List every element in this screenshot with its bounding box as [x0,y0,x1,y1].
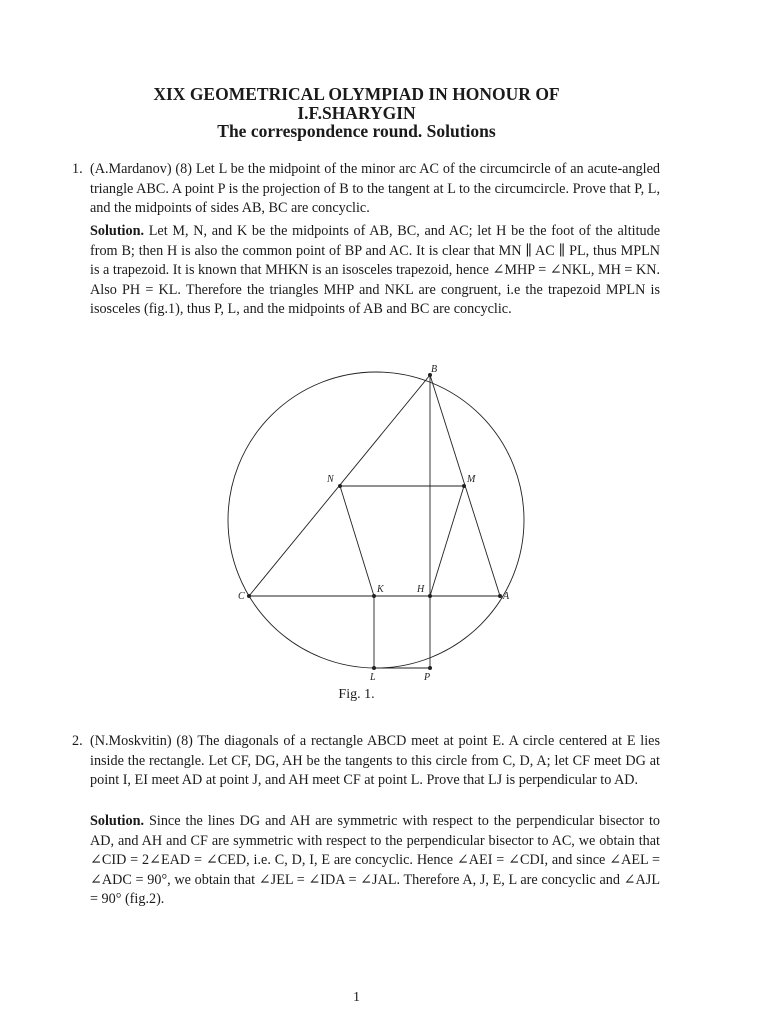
label-C: C [238,591,245,602]
solution-text: Let M, N, and K be the midpoints of AB, BC, and AC; let H be the foot of the altitude from B; then H is also the common point of BP and AC. It is clear that MN ∥ AC ∥ PL, thus MPLN is a trapezoid. It is known that MHKN is an isosceles trapezoid, hence ∠MHP = ∠NKL, MH = KN. Also PH = KL. Therefore the triangles MHP and NKL are congruent, i.e the trapezoid MPLN is isosceles (fig.1), thus P, L, and the midpoints of AB and BC are concyclic. [90,223,660,317]
point-M [462,484,466,488]
solution-label: Solution. [90,813,145,829]
page-number: 1 [353,990,360,1005]
label-B: B [431,364,438,375]
segment-MH [430,486,464,596]
point-C [247,594,251,598]
label-N: N [327,474,334,485]
circumcircle [228,372,524,668]
point-N [338,484,342,488]
solution-text: Since the lines DG and AH are symmetric with respect to the perpendicular bisector to AD, and AH and CF are symmetric with respect to the perpendicular bisector to AC, we obtain that ∠CID = 2∠EAD = ∠CED, i.e. C, D, I, E are concyclic. Hence ∠AEI = ∠CDI, and since ∠AEL = ∠ADC = 90°, we obtain that ∠JEL = ∠IDA = ∠JAL. Therefore A, J, E, L are concyclic and ∠AJL = 90° (fig.2). [90,813,660,907]
label-A: A [503,591,510,602]
problem-number: 1. [72,161,83,177]
paper-title-line1: XIX GEOMETRICAL OLYMPIAD IN HONOUR OF [153,84,560,104]
segment-NK [340,486,374,596]
paper-title-line2: I.F.SHARYGIN [297,103,416,123]
label-H: H [417,584,425,595]
problem-2-solution [90,812,660,910]
problem-1-statement: (A.Mardanov) (8) Let L be the midpoint of the minor arc AC of the circumcircle of an acute-angled triangle ABC. A point P is the projection of B to the tangent at L to the circumcircle. Prove that P, L, and the midpoints of sides AB, BC are concyclic. [90,161,660,216]
point-A [498,594,502,598]
problem-1-solution [90,222,660,320]
paper-subtitle: The correspondence round. Solutions [217,121,496,141]
point-H [428,594,432,598]
solution-label: Solution. [90,223,145,239]
label-K: K [377,584,384,595]
label-L: L [370,672,376,683]
figure-1-caption: Fig. 1. [338,687,375,702]
problem-2-statement: (N.Moskvitin) (8) The diagonals of a rectangle ABCD meet at point E. A circle centered at E lies inside the rectangle. Let CF, DG, AH be the tangents to this circle from C, D, A; let CF meet DG at point I, EI meet AD at point J, and AH meet CF at point L. Prove that LJ is perpendicular to AD. [90,733,660,788]
label-P: P [424,672,431,683]
point-K [372,594,376,598]
label-M: M [467,474,476,485]
point-P [428,666,432,670]
figure-1-diagram [220,355,540,687]
point-L [372,666,376,670]
problem-number: 2. [72,733,83,749]
